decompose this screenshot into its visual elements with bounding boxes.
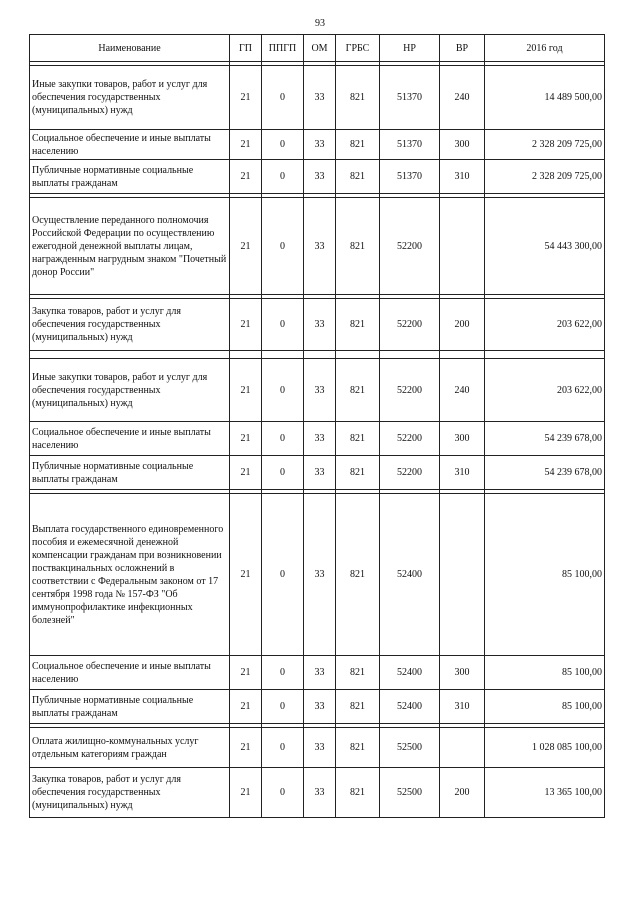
cell-grbs: 821 (336, 299, 380, 351)
cell-om: 33 (304, 768, 336, 818)
cell-name: Выплата государственного единовременного пособия и ежемесячной денежной компенсации гражданам при возникновении поствакцинальных осложнений в соответствии с Федеральным законом от 17 сентября 1998 года № 157-ФЗ "Об иммунопрофилактике инфекционных болезней" (30, 494, 230, 656)
cell-vr: 300 (440, 656, 485, 690)
cell-name: Социальное обеспечение и иные выплаты населению (30, 422, 230, 456)
cell-gp: 21 (230, 728, 262, 768)
cell-nr: 51370 (380, 130, 440, 160)
cell-nr: 52200 (380, 359, 440, 422)
table-row (30, 359, 605, 422)
cell-nr: 52200 (380, 422, 440, 456)
cell-nr: 52200 (380, 198, 440, 295)
cell-name: Иные закупки товаров, работ и услуг для обеспечения государственных (муниципальных) нужд (30, 359, 230, 422)
table-row (30, 160, 605, 194)
cell-vr (440, 728, 485, 768)
cell-om: 33 (304, 422, 336, 456)
table-row (30, 768, 605, 818)
cell-amount: 203 622,00 (485, 359, 605, 422)
cell-name: Социальное обеспечение и иные выплаты населению (30, 656, 230, 690)
table-header-row (30, 35, 605, 62)
cell-vr: 310 (440, 160, 485, 194)
cell-gp: 21 (230, 299, 262, 351)
cell-vr: 240 (440, 359, 485, 422)
table-row (30, 656, 605, 690)
cell-ppgp: 0 (262, 130, 304, 160)
cell-om: 33 (304, 130, 336, 160)
cell-vr (440, 198, 485, 295)
cell-ppgp: 0 (262, 456, 304, 490)
cell-name: Публичные нормативные социальные выплаты гражданам (30, 160, 230, 194)
cell-amount: 54 239 678,00 (485, 422, 605, 456)
cell-om: 33 (304, 359, 336, 422)
gap-cell (30, 351, 230, 359)
cell-gp: 21 (230, 160, 262, 194)
table-row (30, 198, 605, 295)
cell-om: 33 (304, 299, 336, 351)
cell-amount: 85 100,00 (485, 690, 605, 724)
cell-ppgp: 0 (262, 656, 304, 690)
cell-nr: 52400 (380, 690, 440, 724)
cell-name: Закупка товаров, работ и услуг для обеспечения государственных (муниципальных) нужд (30, 299, 230, 351)
cell-vr: 200 (440, 768, 485, 818)
cell-grbs: 821 (336, 656, 380, 690)
cell-ppgp: 0 (262, 160, 304, 194)
cell-nr: 52500 (380, 768, 440, 818)
cell-grbs: 821 (336, 422, 380, 456)
cell-grbs: 821 (336, 66, 380, 130)
header-nr: НР (380, 35, 440, 62)
cell-om: 33 (304, 494, 336, 656)
cell-ppgp: 0 (262, 690, 304, 724)
table-row (30, 728, 605, 768)
cell-grbs: 821 (336, 728, 380, 768)
cell-ppgp: 0 (262, 422, 304, 456)
cell-vr: 200 (440, 299, 485, 351)
cell-amount: 14 489 500,00 (485, 66, 605, 130)
cell-nr: 52400 (380, 656, 440, 690)
cell-vr (440, 494, 485, 656)
cell-om: 33 (304, 728, 336, 768)
header-vr: ВР (440, 35, 485, 62)
table-row (30, 494, 605, 656)
cell-name: Иные закупки товаров, работ и услуг для обеспечения государственных (муниципальных) нужд (30, 66, 230, 130)
cell-ppgp: 0 (262, 494, 304, 656)
cell-ppgp: 0 (262, 299, 304, 351)
header-year: 2016 год (485, 35, 605, 62)
cell-om: 33 (304, 656, 336, 690)
page-number: 93 (315, 18, 325, 29)
header-ppgp: ППГП (262, 35, 304, 62)
cell-gp: 21 (230, 198, 262, 295)
header-gp: ГП (230, 35, 262, 62)
cell-vr: 310 (440, 456, 485, 490)
cell-vr: 240 (440, 66, 485, 130)
cell-amount: 2 328 209 725,00 (485, 130, 605, 160)
budget-table (29, 34, 605, 818)
cell-name: Закупка товаров, работ и услуг для обеспечения государственных (муниципальных) нужд (30, 768, 230, 818)
cell-gp: 21 (230, 130, 262, 160)
cell-om: 33 (304, 160, 336, 194)
table-row (30, 456, 605, 490)
table-row (30, 422, 605, 456)
gap-cell (380, 351, 440, 359)
header-grbs: ГРБС (336, 35, 380, 62)
header-om: ОМ (304, 35, 336, 62)
table-row (30, 66, 605, 130)
gap-cell (440, 351, 485, 359)
cell-amount: 1 028 085 100,00 (485, 728, 605, 768)
cell-name: Оплата жилищно-коммунальных услуг отдельным категориям граждан (30, 728, 230, 768)
cell-nr: 52200 (380, 299, 440, 351)
cell-ppgp: 0 (262, 359, 304, 422)
cell-gp: 21 (230, 66, 262, 130)
cell-gp: 21 (230, 656, 262, 690)
cell-ppgp: 0 (262, 768, 304, 818)
cell-grbs: 821 (336, 768, 380, 818)
cell-om: 33 (304, 690, 336, 724)
table-row (30, 299, 605, 351)
cell-vr: 300 (440, 130, 485, 160)
cell-gp: 21 (230, 456, 262, 490)
cell-om: 33 (304, 66, 336, 130)
gap-cell (485, 351, 605, 359)
cell-nr: 51370 (380, 66, 440, 130)
cell-gp: 21 (230, 768, 262, 818)
cell-gp: 21 (230, 422, 262, 456)
cell-name: Публичные нормативные социальные выплаты гражданам (30, 690, 230, 724)
cell-grbs: 821 (336, 690, 380, 724)
cell-grbs: 821 (336, 130, 380, 160)
cell-gp: 21 (230, 494, 262, 656)
table-row (30, 130, 605, 160)
cell-amount: 54 239 678,00 (485, 456, 605, 490)
cell-grbs: 821 (336, 160, 380, 194)
cell-gp: 21 (230, 690, 262, 724)
cell-grbs: 821 (336, 198, 380, 295)
cell-grbs: 821 (336, 494, 380, 656)
cell-ppgp: 0 (262, 66, 304, 130)
cell-amount: 54 443 300,00 (485, 198, 605, 295)
cell-vr: 300 (440, 422, 485, 456)
cell-amount: 13 365 100,00 (485, 768, 605, 818)
cell-nr: 52400 (380, 494, 440, 656)
gap-cell (262, 351, 304, 359)
cell-gp: 21 (230, 359, 262, 422)
cell-ppgp: 0 (262, 198, 304, 295)
table-row (30, 690, 605, 724)
header-name: Наименование (30, 35, 230, 62)
cell-ppgp: 0 (262, 728, 304, 768)
cell-om: 33 (304, 198, 336, 295)
row-gap (30, 351, 605, 359)
cell-grbs: 821 (336, 456, 380, 490)
cell-nr: 51370 (380, 160, 440, 194)
cell-amount: 203 622,00 (485, 299, 605, 351)
cell-name: Социальное обеспечение и иные выплаты населению (30, 130, 230, 160)
cell-amount: 85 100,00 (485, 656, 605, 690)
cell-vr: 310 (440, 690, 485, 724)
gap-cell (230, 351, 262, 359)
cell-amount: 2 328 209 725,00 (485, 160, 605, 194)
cell-nr: 52500 (380, 728, 440, 768)
cell-grbs: 821 (336, 359, 380, 422)
cell-om: 33 (304, 456, 336, 490)
gap-cell (336, 351, 380, 359)
cell-nr: 52200 (380, 456, 440, 490)
cell-name: Публичные нормативные социальные выплаты гражданам (30, 456, 230, 490)
cell-amount: 85 100,00 (485, 494, 605, 656)
gap-cell (304, 351, 336, 359)
cell-name: Осуществление переданного полномочия Российской Федерации по осуществлению ежегодной денежной выплаты лицам, награжденным нагрудным знаком "Почетный донор России" (30, 198, 230, 295)
